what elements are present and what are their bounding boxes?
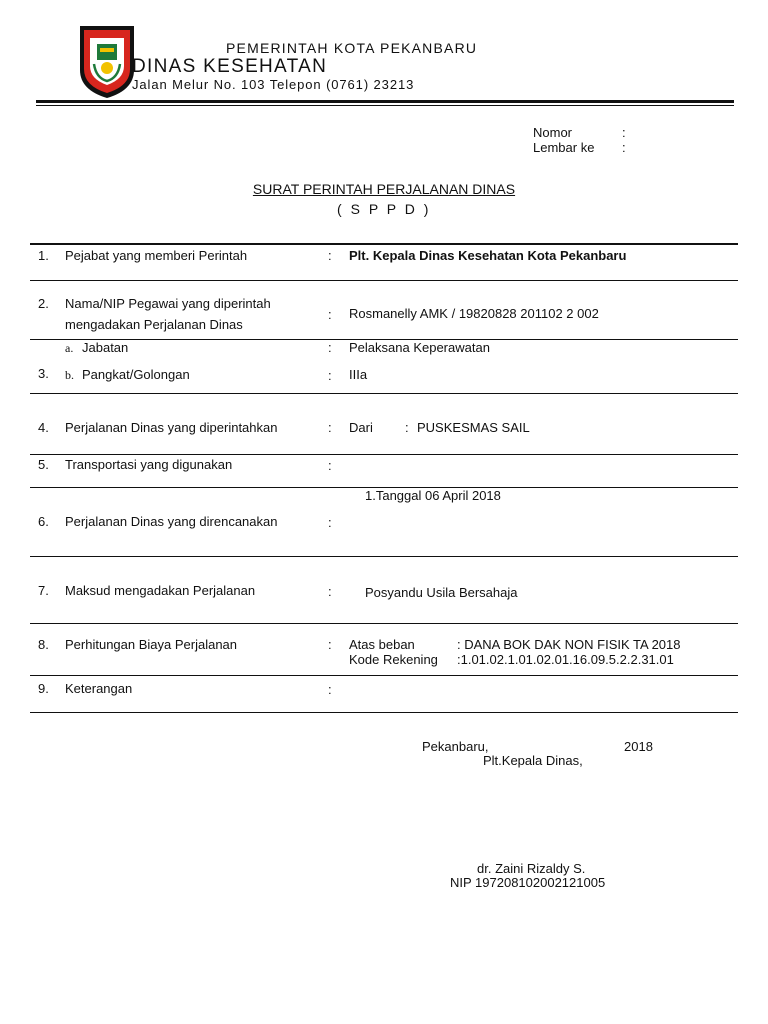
row-4-from-value: PUSKESMAS SAIL (417, 420, 530, 435)
nomor-colon: : (622, 125, 626, 140)
table-rule (30, 280, 738, 281)
table-rule (30, 243, 738, 245)
table-rule (30, 454, 738, 455)
row-8-label: Perhitungan Biaya Perjalanan (65, 637, 238, 652)
row-1-number: 1. (38, 248, 49, 263)
header-department: DINAS KESEHATAN (132, 56, 328, 77)
row-8-line1-label: Atas beban (349, 637, 415, 652)
row-4-number: 4. (38, 420, 49, 435)
row-5-colon: : (328, 458, 332, 473)
city-emblem-logo (78, 24, 136, 100)
row-7-label: Maksud mengadakan Perjalanan (65, 583, 256, 598)
row-8-line2-label: Kode Rekening (349, 652, 438, 667)
row-2-colon: : (328, 307, 332, 322)
table-rule (30, 675, 738, 676)
signature-place: Pekanbaru, (422, 739, 489, 754)
row-6-colon: : (328, 515, 332, 530)
row-7-colon: : (328, 584, 332, 599)
signature-year: 2018 (624, 739, 653, 754)
row-9-label: Keterangan (65, 681, 133, 696)
row-3a-value: Pelaksana Keperawatan (349, 340, 490, 355)
row-2-label-line2: mengadakan Perjalanan Dinas (65, 317, 243, 332)
row-2-label-line1: Nama/NIP Pegawai yang diperintah (65, 296, 271, 311)
header-organization: PEMERINTAH KOTA PEKANBARU (226, 40, 478, 56)
row-8-line2-value: :1.01.02.1.01.02.01.16.09.5.2.2.31.01 (457, 652, 674, 667)
table-rule (30, 393, 738, 394)
signatory-nip: NIP 197208102002121005 (450, 875, 606, 890)
header-divider-thick (36, 100, 734, 103)
row-3-number: 3. (38, 366, 49, 381)
header-address: Jalan Melur No. 103 Telepon (0761) 23213 (132, 77, 415, 92)
lembar-label: Lembar ke (533, 140, 595, 155)
row-3b-letter: b. (65, 368, 74, 382)
row-1-colon: : (328, 248, 332, 263)
row-7-number: 7. (38, 583, 49, 598)
row-4-from-colon: : (405, 420, 409, 435)
row-8-line1-value: : DANA BOK DAK NON FISIK TA 2018 (457, 637, 681, 652)
nomor-label: Nomor (533, 125, 573, 140)
signatory-name: dr. Zaini Rizaldy S. (477, 861, 586, 876)
row-7-value: Posyandu Usila Bersahaja (365, 585, 518, 600)
row-6-number: 6. (38, 514, 49, 529)
row-3a-colon: : (328, 340, 332, 355)
document-title: SURAT PERINTAH PERJALANAN DINAS (252, 181, 516, 197)
row-4-colon: : (328, 420, 332, 435)
row-9-number: 9. (38, 681, 49, 696)
row-6-label: Perjalanan Dinas yang direncanakan (65, 514, 278, 529)
row-3b-value: IIIa (349, 367, 368, 382)
row-2-number: 2. (38, 296, 49, 311)
lembar-colon: : (622, 140, 626, 155)
table-rule (30, 556, 738, 557)
row-6-value: 1.Tanggal 06 April 2018 (365, 488, 501, 503)
row-8-number: 8. (38, 637, 49, 652)
row-1-label: Pejabat yang memberi Perintah (65, 248, 248, 263)
row-3b-label: Pangkat/Golongan (82, 367, 190, 382)
table-rule (30, 712, 738, 713)
header-divider-thin (36, 105, 734, 106)
document-subtitle: ( S P P D ) (337, 201, 431, 217)
row-5-label: Transportasi yang digunakan (65, 457, 233, 472)
row-8-colon: : (328, 637, 332, 652)
row-3b-colon: : (328, 368, 332, 383)
row-4-label: Perjalanan Dinas yang diperintahkan (65, 420, 278, 435)
row-5-number: 5. (38, 457, 49, 472)
table-rule (30, 623, 738, 624)
row-9-colon: : (328, 682, 332, 697)
signature-position: Plt.Kepala Dinas, (483, 753, 583, 768)
row-3a-letter: a. (65, 341, 74, 355)
row-1-value: Plt. Kepala Dinas Kesehatan Kota Pekanbaru (349, 248, 627, 263)
row-4-from-label: Dari (349, 420, 373, 435)
row-3a-label: Jabatan (82, 340, 129, 355)
row-2-value: Rosmanelly AMK / 19820828 201102 2 002 (349, 306, 599, 321)
